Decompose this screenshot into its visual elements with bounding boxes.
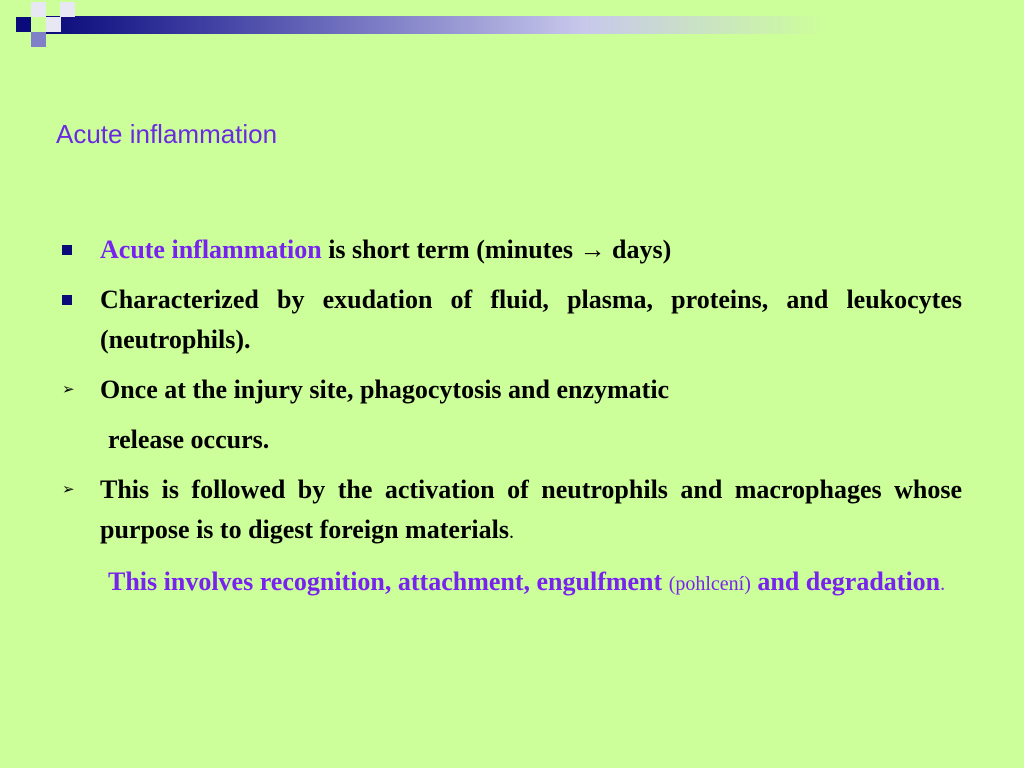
arrowhead-bullet-icon: ➢ bbox=[62, 382, 75, 398]
bullet-text: . bbox=[509, 521, 514, 543]
bullet-text: This is followed by the activation of neutrophils and macrophages whose purpose is to digest foreign materials bbox=[100, 475, 962, 544]
bullet-text: . bbox=[940, 573, 946, 595]
bullet-text: (pohlcení) bbox=[668, 573, 751, 595]
arrowhead-bullet-icon: ➢ bbox=[62, 482, 75, 498]
slide-title: Acute inflammation bbox=[56, 119, 278, 149]
bullet-item bbox=[62, 370, 962, 410]
bullet-item bbox=[62, 562, 962, 604]
header-square-2 bbox=[31, 2, 46, 17]
header-square-4 bbox=[46, 17, 61, 32]
bullet-text: is short term (minutes bbox=[321, 235, 580, 264]
bullet-item bbox=[62, 280, 962, 360]
header-gradient-bar bbox=[46, 16, 1024, 34]
bullet-list bbox=[62, 230, 962, 614]
bullet-text: Once at the injury site, phagocytosis and enzymatic bbox=[100, 375, 670, 404]
bullet-text: days) bbox=[605, 235, 672, 264]
bullet-text: release occurs. bbox=[108, 425, 270, 454]
bullet-text: and degradation bbox=[750, 567, 941, 596]
decorative-header bbox=[0, 0, 1024, 48]
bullet-item bbox=[62, 470, 962, 552]
header-square-5 bbox=[60, 2, 75, 17]
header-square-3 bbox=[31, 32, 46, 47]
bullet-item bbox=[62, 420, 962, 460]
bullet-item bbox=[62, 230, 962, 270]
header-square-1 bbox=[16, 17, 31, 32]
square-bullet-icon bbox=[62, 245, 72, 255]
bullet-text: This involves recognition, attachment, engulfment bbox=[108, 567, 669, 596]
right-arrow-icon: → bbox=[579, 235, 606, 264]
bullet-text: Acute inflammation bbox=[100, 235, 322, 264]
bullet-text: Characterized by exudation of fluid, plasma, proteins, and leukocytes (neutrophils). bbox=[100, 285, 962, 354]
square-bullet-icon bbox=[62, 295, 72, 305]
